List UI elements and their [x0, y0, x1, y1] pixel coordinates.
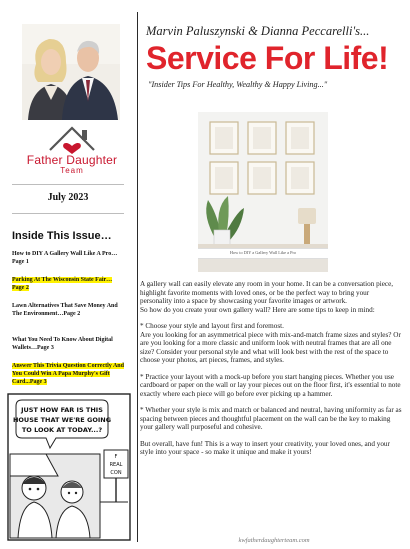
- inside-issue-heading: Inside This Issue…: [12, 230, 112, 242]
- image-caption: How to DIY a Gallery Wall Like a Pro: [229, 250, 297, 255]
- issue-date: July 2023: [47, 192, 89, 203]
- article-paragraph: * Practice your layout with a mock-up before you start hanging pieces. Whether you use cardboard or paper on the wall or lay your pieces out on the floor first, it's essential to note exactly where each piece will go before ever picking up a hammer.: [140, 372, 401, 398]
- feature-image: [198, 112, 328, 272]
- cartoon-comic: [6, 392, 132, 542]
- newsletter-tagline: "Insider Tips For Healthy, Wealthy & Happy Living...": [148, 80, 328, 89]
- comic-speech-line: TO LOOK AT TODAY...?: [21, 426, 103, 434]
- article-paragraph: * Whether your style is mix and match or balanced and neutral, having uniformity as far as spacing between pieces and thoughtful placement on the wall can be the key to making your gallery wall purposeful and cohesive.: [140, 406, 402, 431]
- toc-item[interactable]: [12, 362, 124, 387]
- team-photo: [22, 24, 120, 120]
- comic-sign-line: F: [114, 454, 118, 460]
- footer-website[interactable]: kwfatherdaughterteam.com: [238, 537, 310, 544]
- comic-speech-line: HOUSE THAT WE'RE GOING: [12, 416, 112, 424]
- comic-sign-line: CON: [110, 470, 122, 476]
- toc-item-text: Lawn Alternatives That Save Money And The Environment…Page 2: [12, 303, 118, 318]
- toc-item-text: Answer This Trivia Question Correctly And You Could Win A Papa Murphy's Gift Card...Page 3: [12, 363, 124, 386]
- toc-item[interactable]: [12, 250, 124, 266]
- article-paragraph: * Choose your style and layout first and foremost. Are you looking for an asymmetrical piece with mix-and-match frame sizes and styles? Or are you looking for a more classic and uniform look with neutral frames that are all one size? Consider your personal style and what will look best with the rest of the space to choose your photos, art pieces, frames, and styles.: [140, 322, 401, 364]
- divider: [12, 213, 124, 214]
- article-paragraph: A gallery wall can easily elevate any room in your home. It can be a conversation piece, highlight favorite moments with loved ones, or be the perfect way to bring your personality into a space by showcasing your favorite images or artwork. So how do you create your own gallery wall? Here are some tips to keep in mind:: [140, 280, 394, 314]
- article-paragraph: But overall, have fun! This is a way to insert your creativity, your loved ones, and your style into your space - so make it unique and make it yours!: [140, 439, 390, 456]
- image-caption-bar: [198, 248, 328, 259]
- toc-item-text: How to DIY A Gallery Wall Like A Pro…Page 1: [12, 251, 118, 266]
- logo-wordmark: Father Daughter: [26, 153, 118, 167]
- toc-item[interactable]: [12, 336, 124, 352]
- toc-item-text: Parking At The Wisconsin State Fair…Page 2: [12, 277, 113, 292]
- sidebar: [0, 0, 134, 549]
- logo-subtitle: Team: [60, 166, 84, 175]
- comic-sign-line: REAL: [109, 462, 123, 468]
- newsletter-title: Service For Life!: [146, 40, 389, 76]
- divider: [12, 184, 124, 185]
- toc-item-text: What You Need To Know About Digital Wallets…Page 3: [12, 337, 113, 352]
- toc-item[interactable]: [12, 302, 124, 318]
- father-daughter-team-logo: [22, 124, 122, 180]
- comic-speech-line: JUST HOW FAR IS THIS: [21, 406, 103, 414]
- newsletter-authors: Marvin Paluszynski & Dianna Peccarelli's...: [146, 24, 370, 38]
- toc-item[interactable]: [12, 276, 124, 292]
- article-body: [140, 280, 402, 465]
- column-divider: [137, 12, 138, 542]
